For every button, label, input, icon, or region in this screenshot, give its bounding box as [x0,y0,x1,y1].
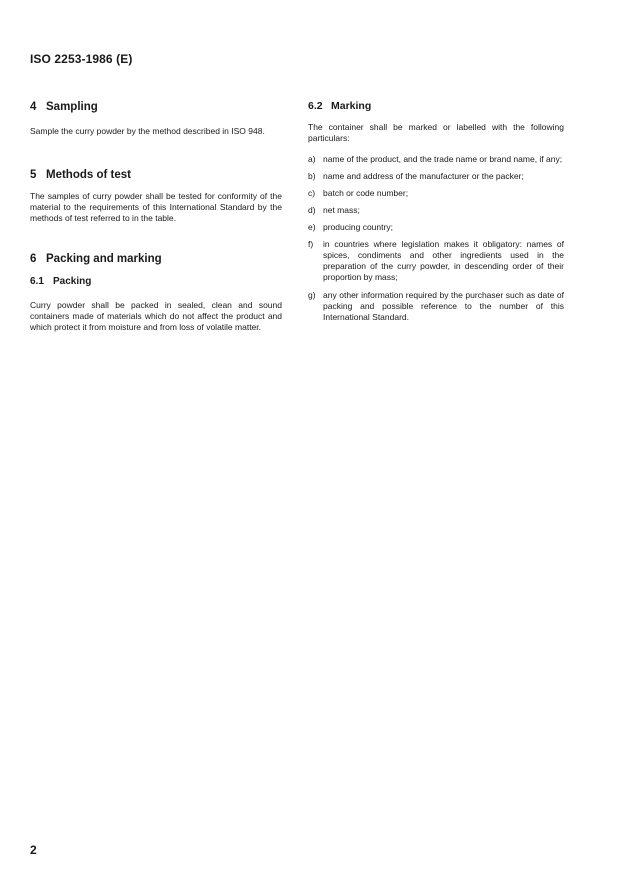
list-item-text: net mass; [323,205,360,215]
section-marking-intro: The container shall be marked or labelled with the following particulars: [308,122,564,143]
list-item-text: producing country; [323,222,393,232]
list-item [308,171,564,182]
document-code: ISO 2253-1986 (E) [30,52,133,66]
section-number: 6.2 [308,100,323,112]
section-packing-marking-heading [30,252,282,266]
section-sampling-heading [30,100,282,114]
list-item-mark: b) [308,171,316,181]
section-methods-body: The samples of curry powder shall be tested for conformity of the material to the requirements of this International Standard by the methods of test referred to in the table. [30,191,282,223]
list-item [308,154,564,165]
section-sampling [30,100,282,137]
section-number: 6 [30,253,37,265]
section-packing [30,275,282,333]
section-packing-marking [30,252,282,266]
list-item-text: any other information required by the purchaser such as date of packing and possible reference to the number of this International Standard. [323,290,564,322]
section-title: Packing and marking [46,253,162,265]
page-number: 2 [30,843,37,857]
section-marking-heading [308,100,564,113]
section-number: 4 [30,101,37,113]
list-item [308,222,564,233]
list-item [308,188,564,199]
section-methods-heading [30,168,282,182]
marking-list [308,154,564,323]
list-item [308,239,564,283]
right-column [308,100,564,323]
list-item [308,290,564,323]
section-title: Packing [53,276,92,287]
section-number: 6.1 [30,276,44,287]
section-packing-body: Curry powder shall be packed in sealed, clean and sound containers made of materials which do not affect the product and which protect it from moisture and from loss of volatile matter. [30,300,282,332]
list-item-mark: a) [308,154,316,164]
list-item-mark: d) [308,205,316,215]
section-number: 5 [30,169,37,181]
list-item-text: name and address of the manufacturer or the packer; [323,171,524,181]
section-packing-heading [30,275,282,288]
left-column [30,100,282,333]
section-title: Marking [331,100,372,112]
section-methods [30,168,282,224]
section-title: Sampling [46,101,98,113]
list-item-mark: f) [308,239,314,249]
list-item-mark: g) [308,290,316,300]
section-marking [308,100,564,323]
list-item-mark: c) [308,188,316,198]
list-item-text: name of the product, and the trade name or brand name, if any; [323,154,563,164]
section-sampling-body: Sample the curry powder by the method described in ISO 948. [30,126,265,136]
list-item-text: in countries where legislation makes it obligatory: names of spices, condiments and other ingredients used in the preparation of the curry powder, in descending order of their proportion by mass; [323,239,564,282]
list-item-text: batch or code number; [323,188,409,198]
section-title: Methods of test [46,169,131,181]
list-item [308,205,564,216]
list-item-mark: e) [308,222,316,232]
